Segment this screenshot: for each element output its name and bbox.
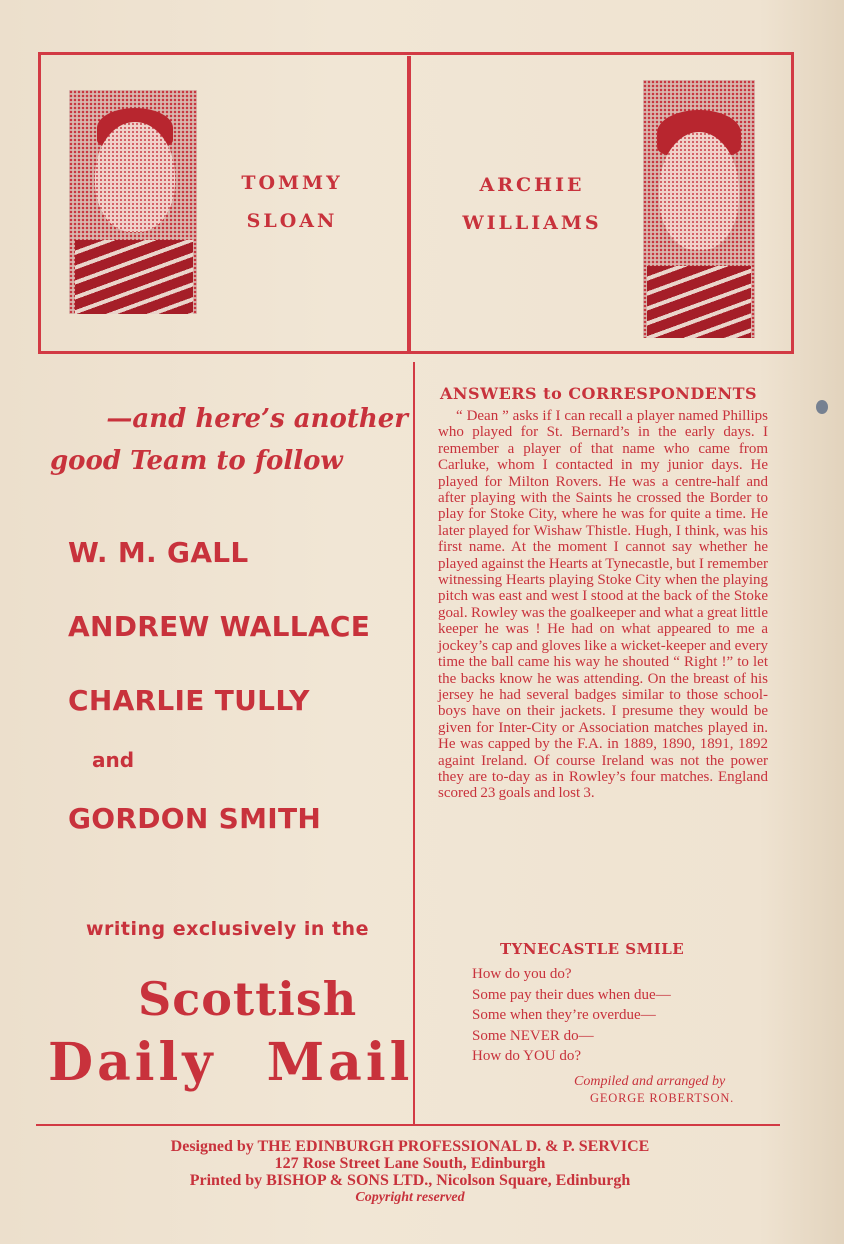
poem (472, 964, 671, 1067)
slogan-line-2: good Team to follow (50, 446, 343, 476)
footer-rule (36, 1124, 780, 1126)
ink-stain (816, 400, 828, 414)
masthead-daily-mail: Daily Mail (48, 1032, 414, 1093)
answers-heading: ANSWERS to CORRESPONDENTS (440, 384, 758, 403)
writer-gall: W. M. GALL (68, 536, 249, 569)
and-label: and (92, 748, 135, 772)
footer-imprint (60, 1138, 760, 1206)
player-name-1-last: SLOAN (246, 210, 338, 232)
column-divider (413, 362, 415, 1124)
poem-line: How do you do? (472, 966, 572, 982)
poem-line: Some when they’re overdue— (472, 1007, 656, 1023)
footer-designed-by: Designed by THE EDINBURGH PROFESSIONAL D. & P. SERVICE (170, 1138, 650, 1155)
poem-credit-line: Compiled and arranged by (574, 1074, 726, 1089)
writer-tully: CHARLIE TULLY (68, 684, 310, 717)
footer-copyright: Copyright reserved (355, 1190, 465, 1205)
writing-exclusively: writing exclusively in the (86, 918, 369, 940)
player-photo-sloan (69, 90, 197, 314)
promo-slogan (48, 398, 408, 482)
writer-wallace: ANDREW WALLACE (68, 610, 371, 643)
slogan-line-1: —and here’s another (106, 404, 408, 434)
poem-line: Some NEVER do— (472, 1027, 594, 1044)
panel-divider (407, 56, 411, 354)
answers-body: “ Dean ” asks if I can recall a player named Phillips who played for St. Bernard’s in the early days. I remember a player of that name who came from Carluke, whom I contacted in my junior days. He played for Milton Rovers. He was a centre-half and after playing with the Saints he crossed the Border to play for Stoke City, where he was for quite a time. He later played for Wishaw Thistle. Hugh, I think, was his first name. At the moment I cannot say whether he played against the Hearts at Tynecastle, but I remember witnessing Hearts playing Stoke City when the playing pitch was east and west I stood at the back of the Stoke goal. Rowley was the goalkeeper and what a great little keeper he was ! He had on what appeared to me a jockey’s cap and gloves like a wicket-keeper and every time the ball came his way he shouted “ Right !” to let the backs know he was attending. On the breast of his jersey he had several badges similar to those school-boys have on their jackets. I presume they would be given for Inter-City or Association matches played in. He was capped by the F.A. in 1889, 1890, 1891, 1892 againt Ireland. Of course Ireland was not the power they are to-day as in Rowley’s four matches. England scored 23 goals and lost 3. (438, 408, 768, 802)
player-photo-williams (643, 80, 755, 338)
footer-address: 127 Rose Street Lane South, Edinburgh (274, 1155, 546, 1172)
poem-credit-name: GEORGE ROBERTSON. (590, 1091, 735, 1105)
player-name-2-first: ARCHIE (479, 174, 585, 196)
writer-smith: GORDON SMITH (68, 802, 322, 835)
poem-title: TYNECASTLE SMILE (500, 940, 685, 958)
masthead-scottish: Scottish (138, 972, 358, 1026)
player-name-1-first: TOMMY (241, 172, 343, 194)
footer-printed-by: Printed by BISHOP & SONS LTD., Nicolson Square, Edinburgh (189, 1172, 631, 1189)
player-name-2-last: WILLIAMS (462, 212, 602, 234)
poem-line: Some pay their dues when due— (472, 986, 671, 1003)
poem-line: How do YOU do? (472, 1048, 582, 1064)
